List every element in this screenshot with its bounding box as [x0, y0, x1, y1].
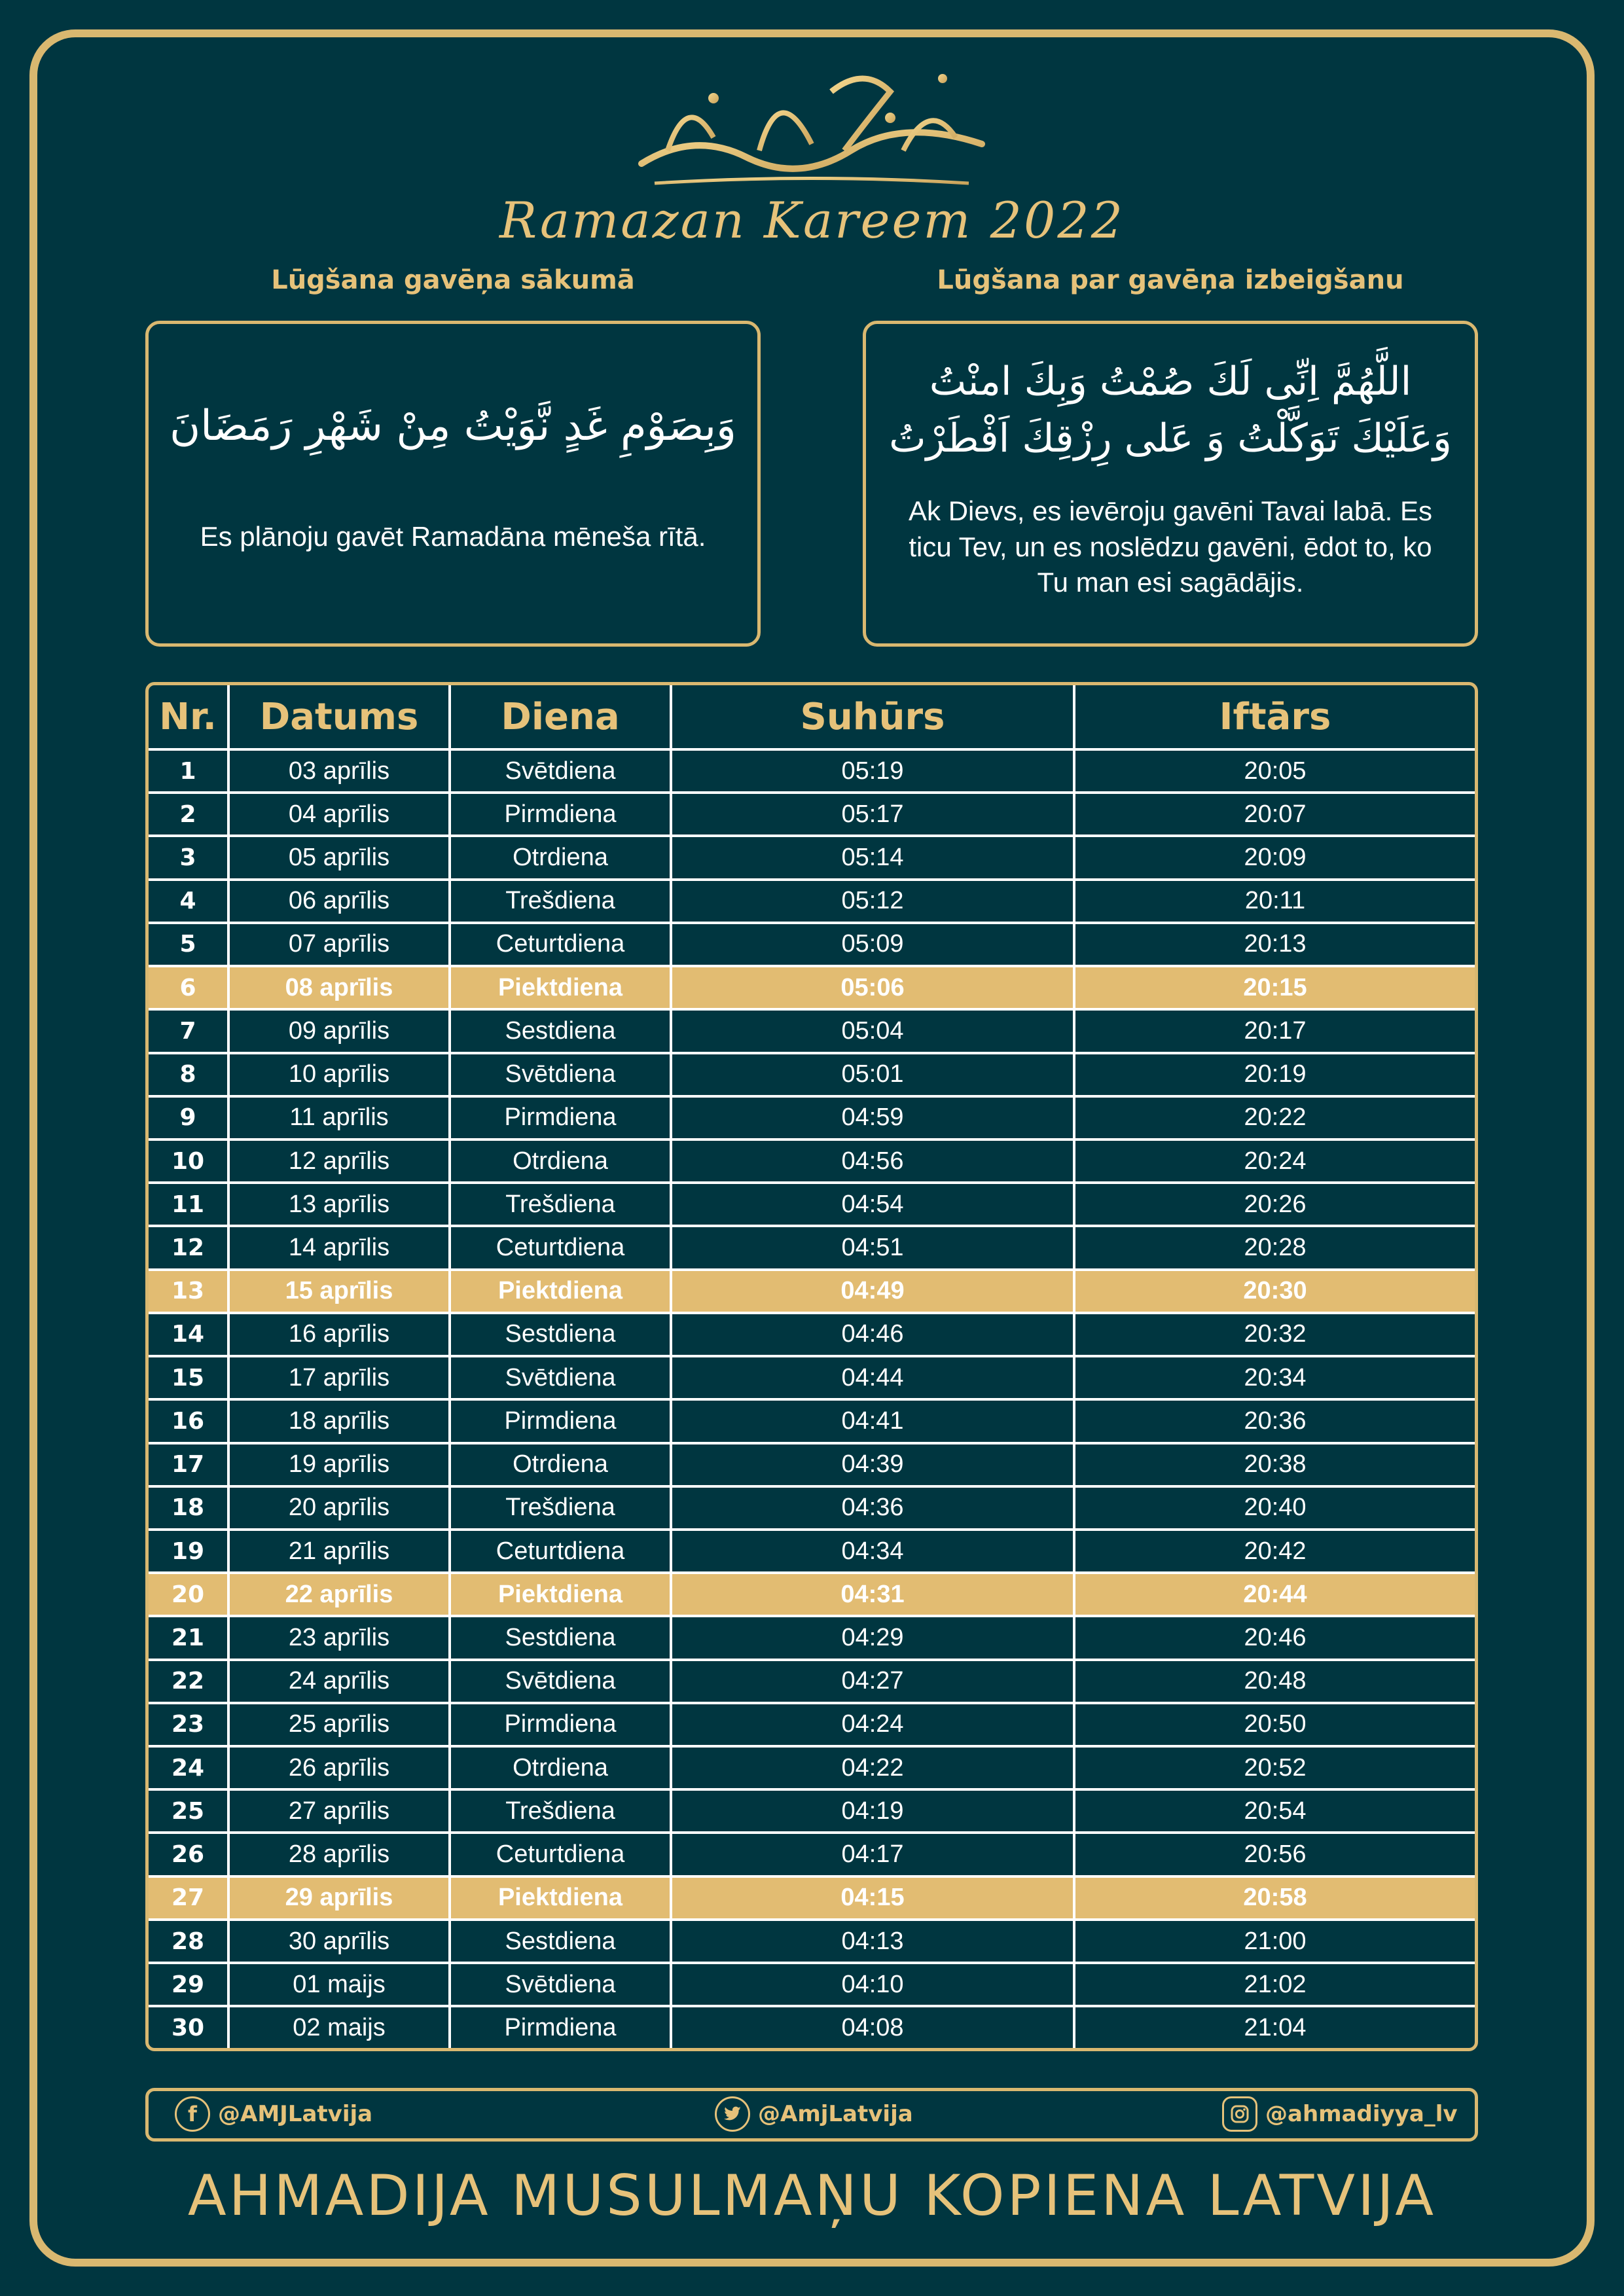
ramadan-timetable — [145, 682, 1478, 2051]
table-row — [149, 1833, 1475, 1876]
cell-iftar: 20:50 — [1074, 1703, 1475, 1746]
cell-day: Piektdiena — [450, 966, 671, 1009]
cell-suhur: 04:22 — [671, 1746, 1074, 1789]
table-row — [149, 1399, 1475, 1443]
cell-nr: 29 — [149, 1963, 228, 2006]
twitter-link[interactable] — [715, 2096, 913, 2132]
cell-nr: 11 — [149, 1183, 228, 1226]
cell-iftar: 20:36 — [1074, 1399, 1475, 1443]
cell-iftar: 20:26 — [1074, 1183, 1475, 1226]
cell-day: Svētdiena — [450, 1660, 671, 1703]
table-row — [149, 1226, 1475, 1269]
cell-day: Ceturtdiena — [450, 1530, 671, 1573]
cell-day: Svētdiena — [450, 1053, 671, 1096]
cell-date: 11 aprīlis — [228, 1096, 450, 1139]
cell-nr: 8 — [149, 1053, 228, 1096]
start-prayer-heading: Lūgšana gavēņa sākumā — [271, 265, 635, 295]
table-header-row — [149, 685, 1475, 749]
table-row — [149, 1963, 1475, 2006]
header-datums: Datums — [228, 685, 450, 749]
cell-iftar: 20:34 — [1074, 1356, 1475, 1399]
cell-day: Piektdiena — [450, 1573, 671, 1616]
table-row — [149, 1270, 1475, 1313]
cell-suhur: 05:17 — [671, 793, 1074, 836]
cell-day: Trešdiena — [450, 1486, 671, 1530]
table-row — [149, 1530, 1475, 1573]
facebook-handle: @AMJLatvija — [218, 2101, 373, 2127]
twitter-bird-shape — [723, 2106, 742, 2123]
header-suhurs: Suhūrs — [671, 685, 1074, 749]
cell-date: 06 aprīlis — [228, 880, 450, 923]
cell-date: 01 maijs — [228, 1963, 450, 2006]
table-row — [149, 1096, 1475, 1139]
cell-day: Piektdiena — [450, 1876, 671, 1920]
cell-nr: 28 — [149, 1920, 228, 1963]
start-prayer-box — [145, 321, 761, 647]
cell-suhur: 04:29 — [671, 1616, 1074, 1659]
table-row — [149, 836, 1475, 879]
cell-date: 12 aprīlis — [228, 1139, 450, 1183]
cell-iftar: 20:17 — [1074, 1009, 1475, 1052]
cell-day: Pirmdiena — [450, 1096, 671, 1139]
table-row — [149, 1920, 1475, 1963]
start-prayer-arabic: وَبِصَوْمِ غَدٍ نَّوَيْتُ مِنْ شَهْرِ رَمَضَانَ — [170, 402, 736, 450]
cell-day: Svētdiena — [450, 1963, 671, 2006]
table-row — [149, 1183, 1475, 1226]
cell-iftar: 20:19 — [1074, 1053, 1475, 1096]
cell-date: 07 aprīlis — [228, 923, 450, 966]
cell-iftar: 20:24 — [1074, 1139, 1475, 1183]
twitter-icon — [715, 2096, 750, 2132]
cell-suhur: 05:12 — [671, 880, 1074, 923]
cell-suhur: 05:19 — [671, 749, 1074, 793]
table-row — [149, 1573, 1475, 1616]
cell-iftar: 20:05 — [1074, 749, 1475, 793]
cell-date: 08 aprīlis — [228, 966, 450, 1009]
cell-suhur: 04:41 — [671, 1399, 1074, 1443]
cell-iftar: 20:48 — [1074, 1660, 1475, 1703]
facebook-icon: f — [175, 2096, 210, 2132]
cell-day: Piektdiena — [450, 1270, 671, 1313]
cell-date: 10 aprīlis — [228, 1053, 450, 1096]
cell-day: Sestdiena — [450, 1009, 671, 1052]
table-row — [149, 1053, 1475, 1096]
table-row — [149, 1703, 1475, 1746]
cell-suhur: 04:39 — [671, 1443, 1074, 1486]
cell-day: Svētdiena — [450, 749, 671, 793]
cell-iftar: 20:44 — [1074, 1573, 1475, 1616]
table-row — [149, 1139, 1475, 1183]
cell-suhur: 04:24 — [671, 1703, 1074, 1746]
cell-day: Otrdiena — [450, 1746, 671, 1789]
table-row — [149, 1876, 1475, 1920]
cell-nr: 5 — [149, 923, 228, 966]
cell-nr: 13 — [149, 1270, 228, 1313]
cell-date: 22 aprīlis — [228, 1573, 450, 1616]
cell-date: 05 aprīlis — [228, 836, 450, 879]
cell-iftar: 21:04 — [1244, 2013, 1307, 2041]
cell-day: Pirmdiena — [450, 1399, 671, 1443]
cell-suhur: 04:17 — [671, 1833, 1074, 1876]
cell-day: Ceturtdiena — [450, 1833, 671, 1876]
cell-nr: 3 — [149, 836, 228, 879]
table-row — [149, 1313, 1475, 1356]
cell-suhur: 04:46 — [671, 1313, 1074, 1356]
cell-date: 15 aprīlis — [228, 1270, 450, 1313]
cell-date: 20 aprīlis — [228, 1486, 450, 1530]
cell-date: 28 aprīlis — [228, 1833, 450, 1876]
cell-suhur: 04:49 — [671, 1270, 1074, 1313]
cell-date: 29 aprīlis — [228, 1876, 450, 1920]
cell-nr: 22 — [149, 1660, 228, 1703]
cell-iftar: 21:00 — [1074, 1920, 1475, 1963]
cell-nr: 2 — [149, 793, 228, 836]
instagram-camera-shape — [1230, 2104, 1250, 2124]
cell-nr: 16 — [149, 1399, 228, 1443]
table-row — [149, 880, 1475, 923]
cell-nr: 21 — [149, 1616, 228, 1659]
table-row — [149, 923, 1475, 966]
table-row — [149, 1443, 1475, 1486]
cell-nr: 25 — [149, 1789, 228, 1833]
cell-suhur: 04:56 — [671, 1139, 1074, 1183]
cell-suhur: 04:31 — [671, 1573, 1074, 1616]
cell-day: Svētdiena — [450, 1356, 671, 1399]
cell-date: 16 aprīlis — [228, 1313, 450, 1356]
cell-nr: 7 — [149, 1009, 228, 1052]
cell-iftar: 20:42 — [1074, 1530, 1475, 1573]
cell-suhur: 05:01 — [671, 1053, 1074, 1096]
cell-nr: 20 — [149, 1573, 228, 1616]
cell-date: 13 aprīlis — [228, 1183, 450, 1226]
cell-iftar: 20:40 — [1074, 1486, 1475, 1530]
start-prayer-translation: Es plānoju gavēt Ramadāna mēneša rītā. — [200, 520, 706, 552]
cell-date: 24 aprīlis — [228, 1660, 450, 1703]
cell-suhur: 04:51 — [671, 1226, 1074, 1269]
cell-nr: 23 — [149, 1703, 228, 1746]
cell-suhur: 05:14 — [671, 836, 1074, 879]
ramadan-calligraphy-logo — [615, 52, 1008, 196]
cell-suhur: 04:59 — [671, 1096, 1074, 1139]
cell-nr: 6 — [149, 966, 228, 1009]
cell-day: Pirmdiena — [450, 793, 671, 836]
cell-date: 18 aprīlis — [228, 1399, 450, 1443]
social-bar — [145, 2088, 1478, 2142]
header-nr: Nr. — [149, 685, 228, 749]
end-prayer-translation: Ak Dievs, es ievēroju gavēni Tavai labā. Es ticu Tev, un es noslēdzu gavēni, ēdot to, ko Tu man esi sagādājis. — [909, 495, 1432, 598]
end-prayer-arabic: اللَّهُمَّ اِنِّى لَكَ صُمْتُ وَبِكَ امنْتُ وَعَلَيْكَ تَوَكَّلْتُ وَ عَلى رِزْقِكَ اَفْطَرْتُ — [889, 359, 1452, 461]
timetable-table — [149, 685, 1475, 2048]
cell-nr: 14 — [149, 1313, 228, 1356]
cell-date: 02 maijs — [228, 2006, 450, 2048]
cell-day: Sestdiena — [450, 1313, 671, 1356]
cell-iftar: 20:13 — [1074, 923, 1475, 966]
table-row — [149, 749, 1475, 793]
table-row — [149, 1660, 1475, 1703]
cell-iftar: 20:09 — [1074, 836, 1475, 879]
table-row — [149, 1356, 1475, 1399]
cell-suhur: 04:15 — [671, 1876, 1074, 1920]
cell-iftar: 20:46 — [1074, 1616, 1475, 1659]
cell-iftar: 20:32 — [1074, 1313, 1475, 1356]
table-row — [149, 1746, 1475, 1789]
cell-suhur: 04:36 — [671, 1486, 1074, 1530]
cell-iftar: 20:22 — [1074, 1096, 1475, 1139]
cell-iftar: 20:54 — [1074, 1789, 1475, 1833]
cell-day: Pirmdiena — [450, 2006, 671, 2048]
cell-iftar: 21:02 — [1074, 1963, 1475, 2006]
cell-day: Trešdiena — [450, 880, 671, 923]
footer-title: AHMADIJA MUSULMAŅU KOPIENA LATVIJA — [187, 2163, 1437, 2229]
cell-iftar: 20:56 — [1074, 1833, 1475, 1876]
cell-nr: 1 — [149, 749, 228, 793]
cell-iftar: 20:30 — [1074, 1270, 1475, 1313]
cell-day: Sestdiena — [450, 1920, 671, 1963]
cell-date: 04 aprīlis — [228, 793, 450, 836]
twitter-handle: @AmjLatvija — [758, 2101, 913, 2127]
cell-iftar: 20:58 — [1074, 1876, 1475, 1920]
cell-iftar: 20:52 — [1074, 1746, 1475, 1789]
cell-nr: 24 — [149, 1746, 228, 1789]
instagram-handle: @ahmadiyya_lv — [1265, 2101, 1458, 2127]
table-row — [149, 1616, 1475, 1659]
cell-nr: 9 — [149, 1096, 228, 1139]
end-prayer-heading: Lūgšana par gavēņa izbeigšanu — [937, 265, 1404, 295]
cell-nr: 4 — [149, 880, 228, 923]
cell-day: Sestdiena — [450, 1616, 671, 1659]
page-subtitle: Ramazan Kareem 2022 — [499, 191, 1125, 249]
cell-iftar: 20:15 — [1074, 966, 1475, 1009]
end-prayer-box — [863, 321, 1478, 647]
cell-day: Trešdiena — [450, 1789, 671, 1833]
cell-date: 17 aprīlis — [228, 1356, 450, 1399]
cell-suhur: 04:13 — [671, 1920, 1074, 1963]
table-body — [149, 749, 1475, 2048]
cell-suhur: 04:34 — [671, 1530, 1074, 1573]
cell-date: 19 aprīlis — [228, 1443, 450, 1486]
cell-iftar: 20:38 — [1074, 1443, 1475, 1486]
cell-iftar: 20:11 — [1074, 880, 1475, 923]
cell-date: 26 aprīlis — [228, 1746, 450, 1789]
cell-iftar: 20:28 — [1074, 1226, 1475, 1269]
cell-nr: 19 — [149, 1530, 228, 1573]
cell-day: Ceturtdiena — [450, 1226, 671, 1269]
cell-nr: 30 — [149, 2006, 228, 2048]
cell-suhur: 05:09 — [671, 923, 1074, 966]
cell-date: 09 aprīlis — [228, 1009, 450, 1052]
cell-nr: 18 — [149, 1486, 228, 1530]
header-diena: Diena — [450, 685, 671, 749]
cell-nr: 10 — [149, 1139, 228, 1183]
cell-day: Ceturtdiena — [450, 923, 671, 966]
cell-suhur: 04:19 — [671, 1789, 1074, 1833]
cell-day: Otrdiena — [450, 1139, 671, 1183]
cell-suhur: 04:27 — [671, 1660, 1074, 1703]
cell-iftar: 20:07 — [1074, 793, 1475, 836]
cell-suhur: 05:06 — [671, 966, 1074, 1009]
table-row — [149, 2006, 1475, 2048]
cell-date: 03 aprīlis — [228, 749, 450, 793]
table-row — [149, 1789, 1475, 1833]
cell-day: Otrdiena — [450, 836, 671, 879]
cell-nr: 26 — [149, 1833, 228, 1876]
cell-suhur: 04:10 — [671, 1963, 1074, 2006]
cell-date: 14 aprīlis — [228, 1226, 450, 1269]
cell-day: Otrdiena — [450, 1443, 671, 1486]
table-row — [149, 793, 1475, 836]
table-row — [149, 1009, 1475, 1052]
cell-day: Trešdiena — [450, 1183, 671, 1226]
cell-nr: 15 — [149, 1356, 228, 1399]
cell-date: 25 aprīlis — [228, 1703, 450, 1746]
cell-date: 23 aprīlis — [228, 1616, 450, 1659]
cell-date: 30 aprīlis — [228, 1920, 450, 1963]
cell-nr: 17 — [149, 1443, 228, 1486]
cell-suhur: 04:54 — [671, 1183, 1074, 1226]
header-iftars: Iftārs — [1074, 685, 1475, 749]
table-row — [149, 1486, 1475, 1530]
facebook-link[interactable] — [175, 2096, 372, 2132]
cell-suhur: 05:04 — [671, 1009, 1074, 1052]
cell-suhur: 04:08 — [671, 2006, 1074, 2048]
cell-date: 21 aprīlis — [228, 1530, 450, 1573]
instagram-link[interactable] — [1222, 2096, 1458, 2132]
cell-suhur: 04:44 — [671, 1356, 1074, 1399]
table-row — [149, 966, 1475, 1009]
cell-date: 27 aprīlis — [228, 1789, 450, 1833]
cell-nr: 12 — [149, 1226, 228, 1269]
cell-nr: 27 — [149, 1876, 228, 1920]
instagram-icon — [1222, 2096, 1257, 2132]
cell-day: Pirmdiena — [450, 1703, 671, 1746]
